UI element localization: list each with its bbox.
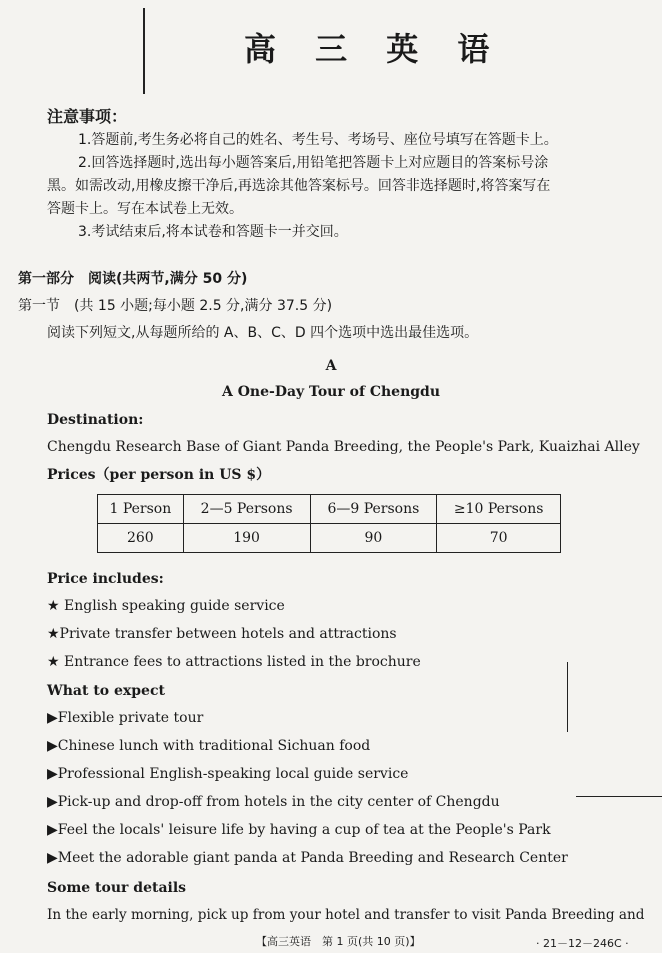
list-item: ★ English speaking guide service [47, 598, 285, 614]
margin-rule-right [576, 796, 662, 797]
table-cell: 190 [183, 524, 310, 553]
details-label: Some tour details [47, 880, 187, 896]
table-cell: 70 [437, 524, 561, 553]
margin-line [143, 8, 145, 94]
notice-heading: 注意事项： [47, 107, 128, 126]
notice-item: 1.答题前,考生务必将自己的姓名、考生号、考场号、座位号填写在答题卡上。 [78, 132, 558, 148]
details-text: In the early morning, pick up from your hotel and transfer to visit Panda Breeding and [47, 907, 645, 923]
expect-label: What to expect [47, 683, 165, 699]
page-code: · 21－12－246C · [536, 937, 629, 950]
list-item: ▶Pick-up and drop-off from hotels in the city center of Chengdu [47, 794, 500, 810]
margin-line-right [567, 662, 568, 732]
table-cell: 90 [310, 524, 437, 553]
instruction: 阅读下列短文,从每题所给的 A、B、C、D 四个选项中选出最佳选项。 [47, 325, 479, 341]
price-table [97, 494, 561, 553]
list-item: ▶Flexible private tour [47, 710, 204, 726]
list-item: ▶Professional English-speaking local guide service [47, 766, 409, 782]
table-cell: 260 [98, 524, 184, 553]
table-row [98, 524, 561, 553]
table-header-cell: 6—9 Persons [310, 495, 437, 524]
notice-item: 3.考试结束后,将本试卷和答题卡一并交回。 [78, 224, 348, 240]
table-header-cell: 2—5 Persons [183, 495, 310, 524]
passage-letter: A [325, 358, 337, 374]
list-item: ★ Entrance fees to attractions listed in the brochure [47, 654, 421, 670]
destination-text: Chengdu Research Base of Giant Panda Breeding, the People's Park, Kuaizhai Alley [47, 439, 640, 455]
notice-item: 黑。如需改动,用橡皮擦干净后,再选涂其他答案标号。回答非选择题时,将答案写在 [47, 178, 551, 194]
section-heading: 第一节 (共 15 小题;每小题 2.5 分,满分 37.5 分) [18, 298, 333, 314]
destination-label: Destination: [47, 412, 144, 428]
list-item: ▶Feel the locals' leisure life by having a cup of tea at the People's Park [47, 822, 551, 838]
part-heading: 第一部分 阅读(共两节,满分 50 分) [18, 271, 248, 287]
includes-label: Price includes: [47, 571, 164, 587]
page-title: 高 三 英 语 [244, 30, 504, 68]
prices-label: Prices（per person in US $） [47, 467, 271, 483]
notice-item: 答题卡上。写在本试卷上无效。 [47, 201, 243, 217]
page-footer: 【高三英语 第 1 页(共 10 页)】 [256, 935, 421, 948]
passage-title: A One-Day Tour of Chengdu [221, 384, 441, 400]
table-header-cell: ≥10 Persons [437, 495, 561, 524]
table-row [98, 495, 561, 524]
list-item: ★Private transfer between hotels and attractions [47, 626, 397, 642]
list-item: ▶Meet the adorable giant panda at Panda Breeding and Research Center [47, 850, 568, 866]
list-item: ▶Chinese lunch with traditional Sichuan food [47, 738, 371, 754]
table-header-cell: 1 Person [98, 495, 184, 524]
notice-item: 2.回答选择题时,选出每小题答案后,用铅笔把答题卡上对应题目的答案标号涂 [78, 155, 549, 171]
